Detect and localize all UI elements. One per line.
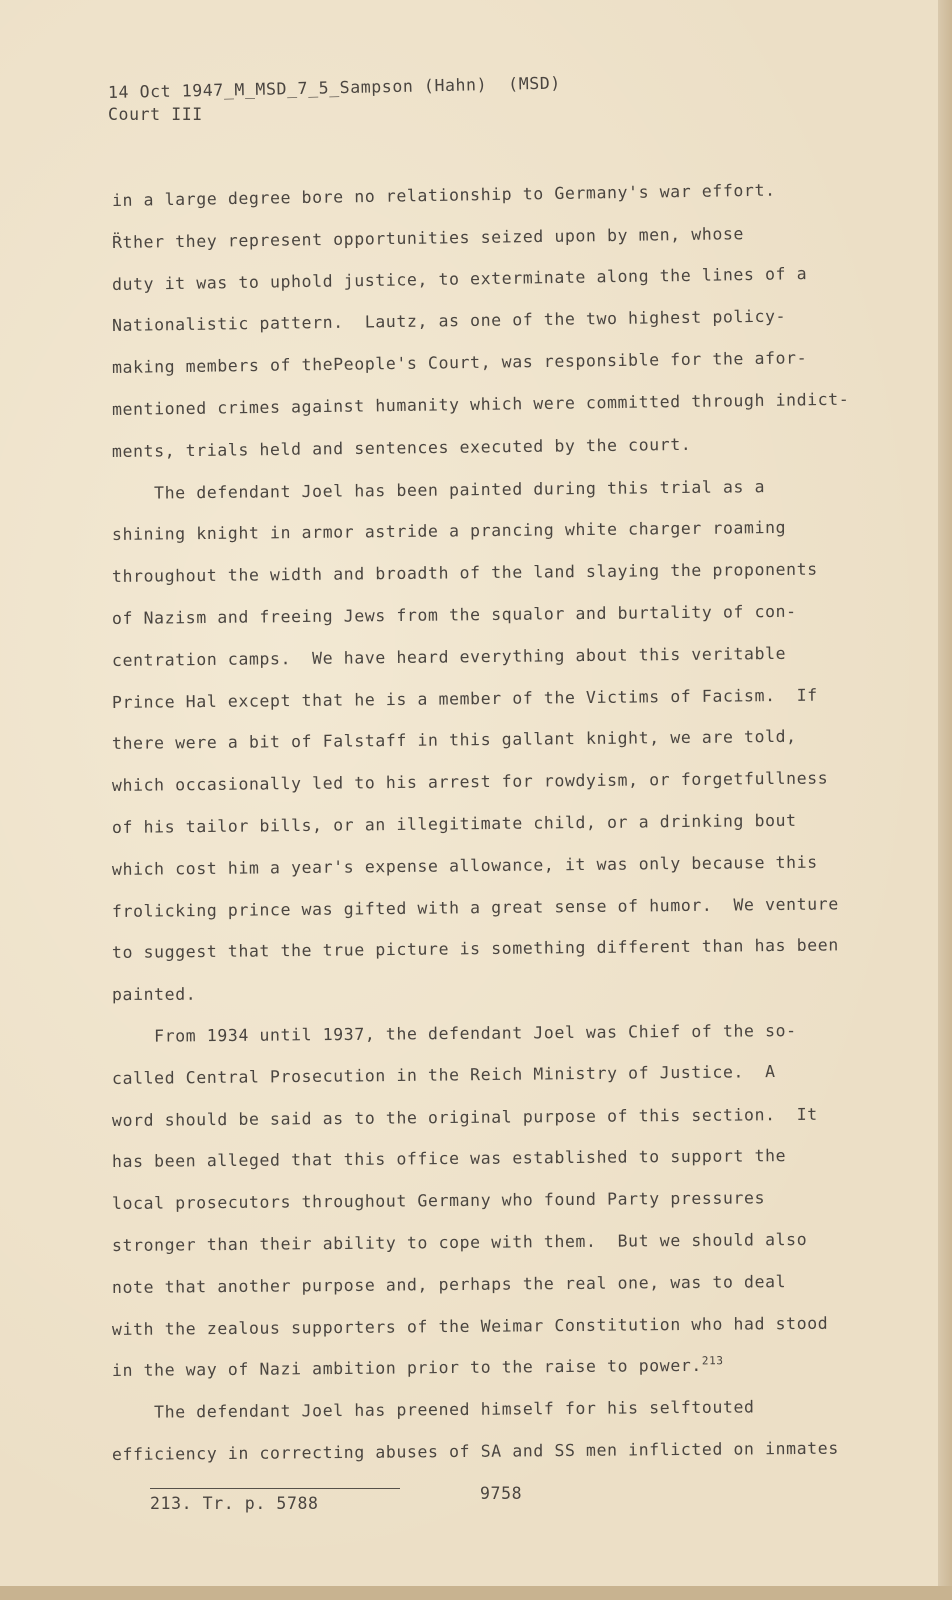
text-line: shining knight in armor astride a prancing white charger roaming bbox=[111, 518, 787, 545]
text-line: called Central Prosecution in the Reich Ministry of Justice. A bbox=[111, 1061, 776, 1088]
text-line: making members of thePeople's Court, was responsible for the afor- bbox=[111, 348, 808, 378]
text-line: From 1934 until 1937, the defendant Joel was Chief of the so- bbox=[111, 1020, 797, 1046]
text-line: centration camps. We have heard everything about this veritable bbox=[111, 643, 787, 670]
header-court-line: Court III bbox=[108, 105, 203, 124]
document-body bbox=[112, 180, 872, 1476]
text-line: has been alleged that this office was established to support the bbox=[111, 1146, 787, 1172]
text-line: local prosecutors throughout Germany who found Party pressures bbox=[111, 1188, 766, 1214]
text-line: throughout the width and broadth of the land slaying the proponents bbox=[111, 559, 818, 587]
text-line: Nationalistic pattern. Lautz, as one of the two highest policy- bbox=[111, 306, 787, 336]
header-session-line: 14 Oct 1947_M_MSD_7_5_Sampson (Hahn) (MSD) bbox=[107, 73, 562, 102]
text-line: The defendant Joel has been painted during this trial as a bbox=[111, 476, 766, 503]
text-line: efficiency in correcting abuses of SA and SS men inflicted on inmates bbox=[111, 1438, 839, 1464]
text-line: R̈ther they represent opportunities seized upon by men, whose bbox=[111, 223, 745, 252]
text-line: which occasionally led to his arrest for rowdyism, or forgetfullness bbox=[111, 768, 829, 796]
text-line: in a large degree bore no relationship to Germany's war effort. bbox=[111, 180, 776, 210]
text-line: The defendant Joel has preened himself for his selftouted bbox=[111, 1397, 755, 1423]
text-line: painted. bbox=[111, 984, 197, 1005]
text-line: in the way of Nazi ambition prior to the raise to power.$^{213}$ bbox=[111, 1354, 724, 1381]
text-line: stronger than their ability to cope with them. But we should also bbox=[111, 1229, 808, 1255]
text-line: mentioned crimes against humanity which were committed through indict- bbox=[111, 389, 850, 419]
document-header bbox=[107, 73, 562, 126]
footnote: 213. Tr. p. 5788 bbox=[150, 1494, 319, 1513]
text-line: frolicking prince was gifted with a great sense of humor. We venture bbox=[111, 893, 839, 921]
page-number: 9758 bbox=[480, 1484, 523, 1503]
footnote-divider bbox=[150, 1488, 400, 1489]
footnote-marker: 213 bbox=[701, 1354, 724, 1368]
text-line: note that another purpose and, perhaps the real one, was to deal bbox=[111, 1271, 787, 1297]
scan-border bbox=[0, 1586, 952, 1600]
text-line: to suggest that the true picture is something different than has been bbox=[111, 935, 839, 963]
text-line: ments, trials held and sentences executed by the court. bbox=[111, 434, 692, 461]
text-line: word should be said as to the original purpose of this section. It bbox=[111, 1104, 818, 1130]
text-line: there were a bit of Falstaff in this gallant knight, we are told, bbox=[111, 727, 797, 754]
paper-edge bbox=[938, 0, 952, 1600]
text-line: which cost him a year's expense allowance, it was only because this bbox=[111, 852, 818, 879]
text-line: Prince Hal except that he is a member of the Victims of Facism. If bbox=[111, 685, 818, 712]
text-line: with the zealous supporters of the Weimar Constitution who had stood bbox=[111, 1313, 829, 1339]
text-line: of his tailor bills, or an illegitimate child, or a drinking bout bbox=[111, 810, 797, 837]
text-line: of Nazism and freeing Jews from the squalor and burtality of con- bbox=[111, 601, 797, 628]
text-line: duty it was to uphold justice, to exterminate along the lines of a bbox=[111, 263, 808, 294]
